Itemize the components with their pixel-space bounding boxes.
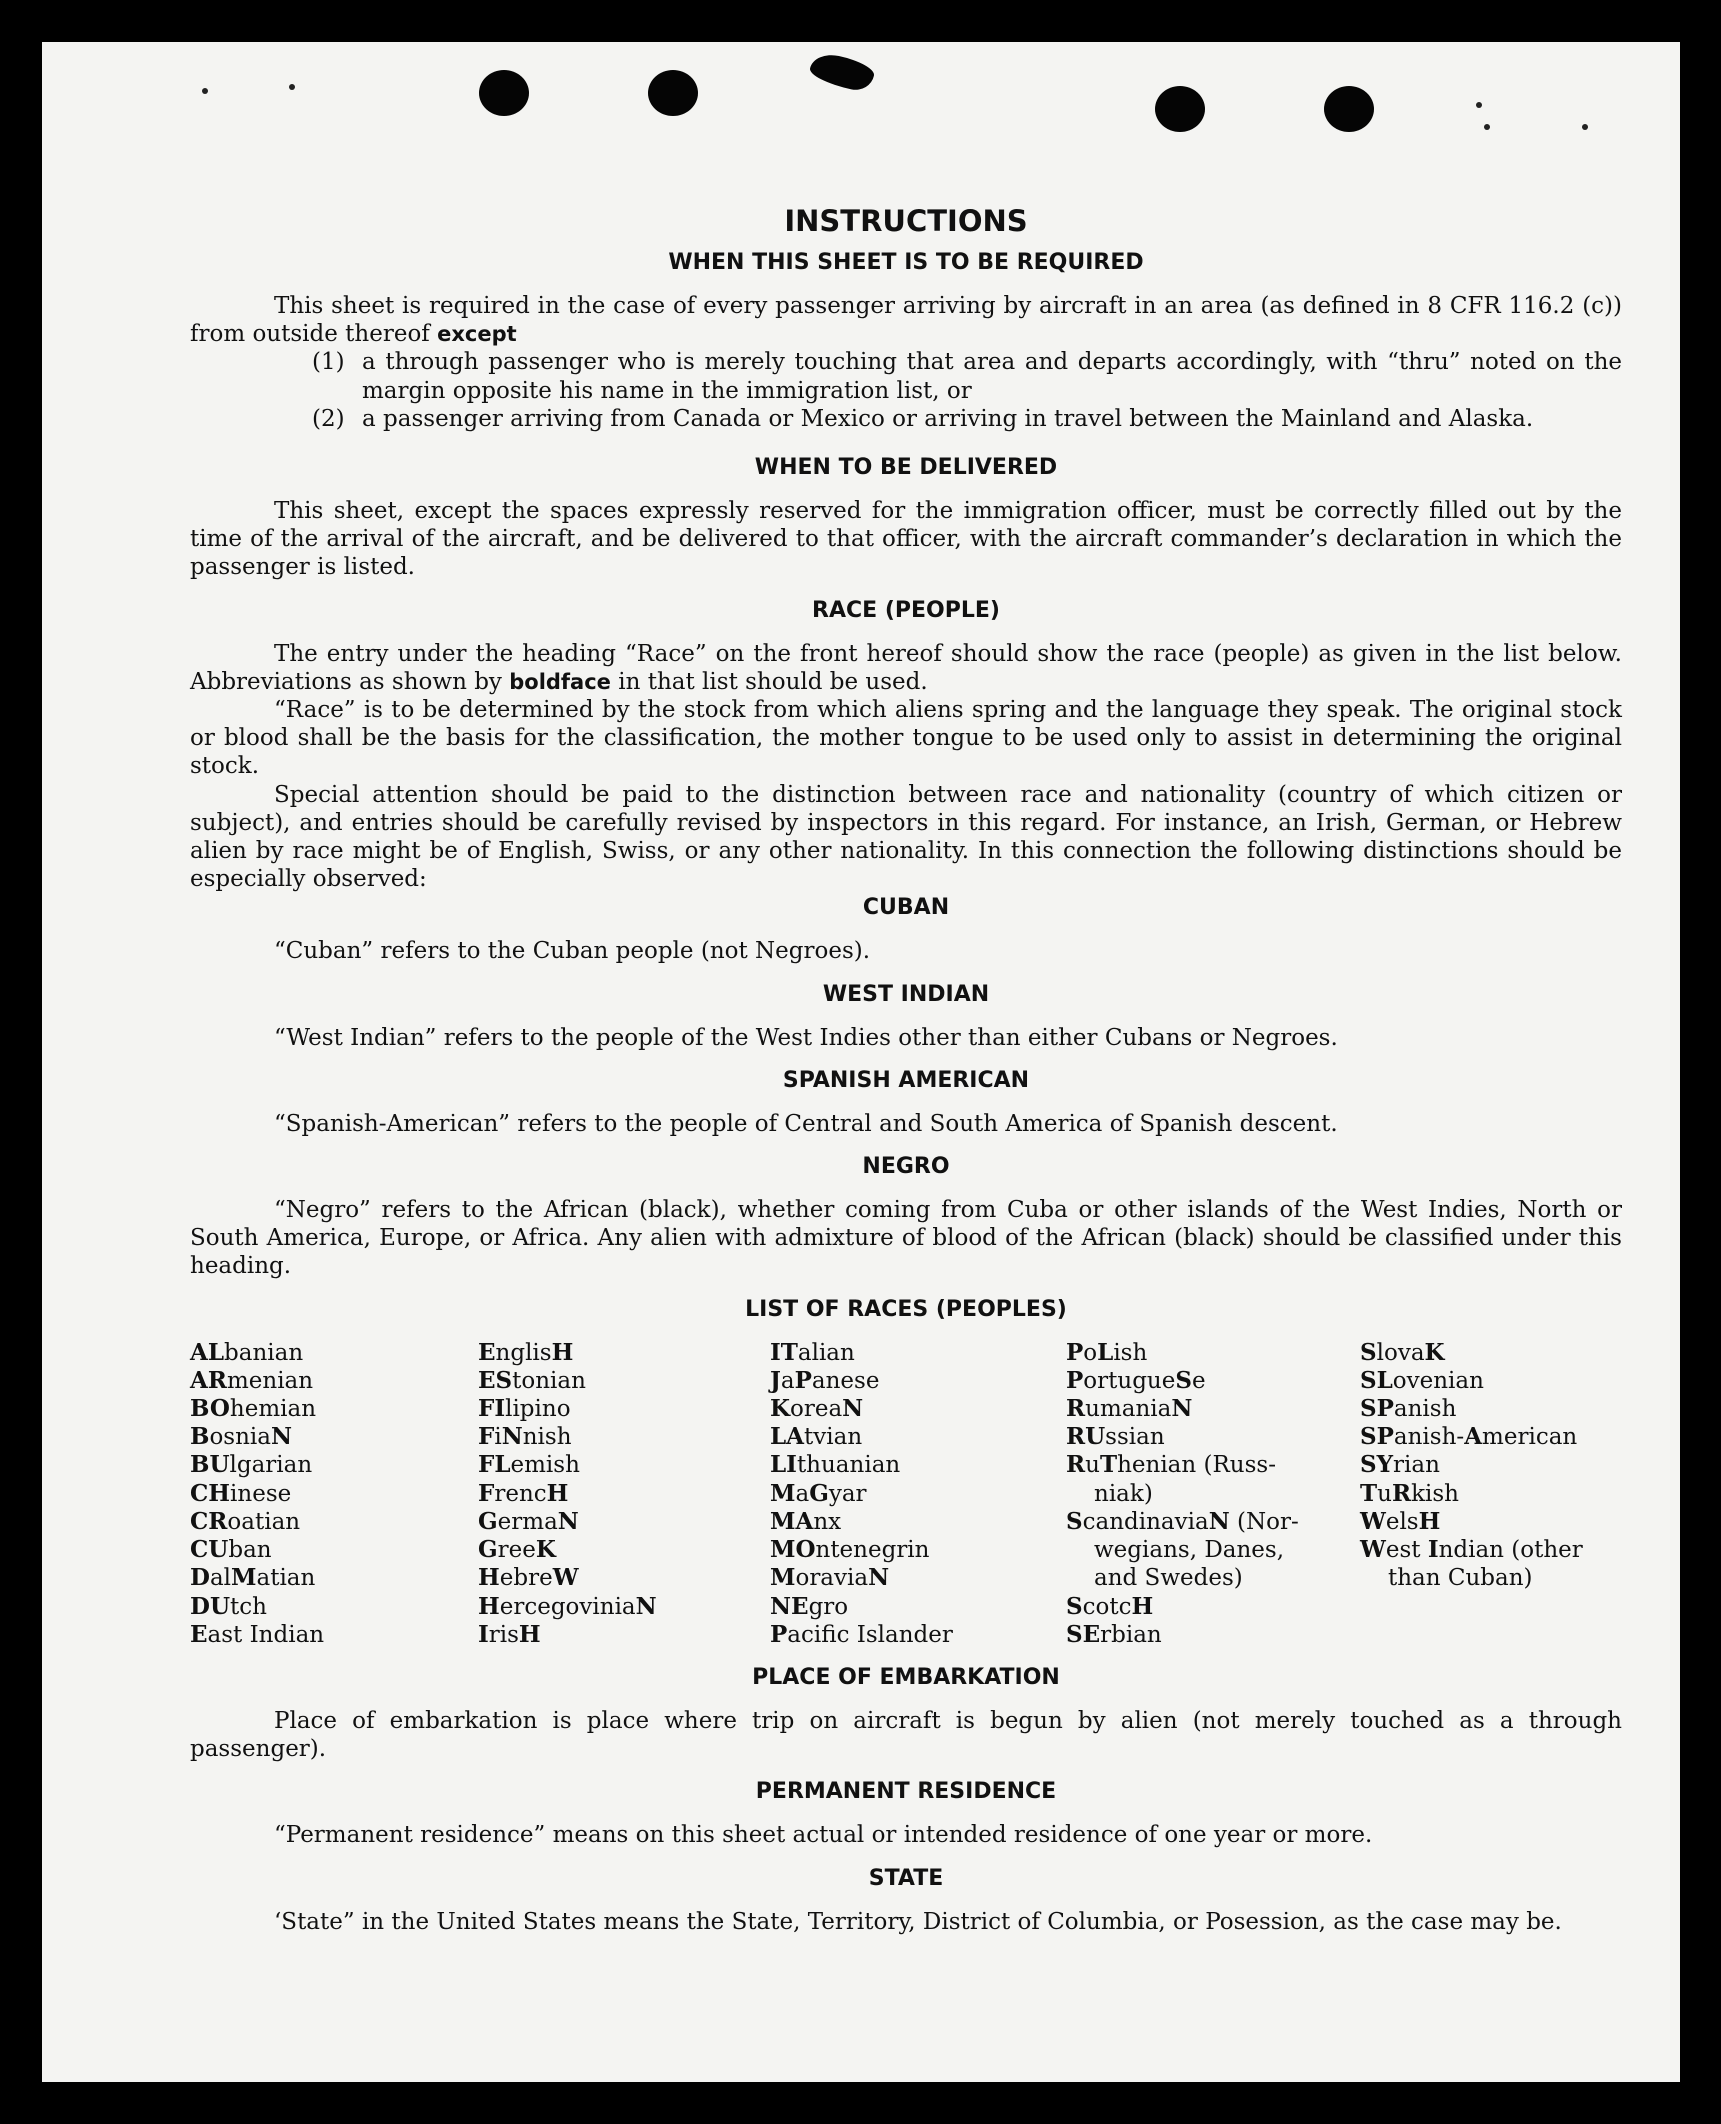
race-paragraph-2: “Race” is to be determined by the stock from which aliens spring and the language they speak. The original stock or blood shall be the basis for the classification, the mother tongue to be used only to assist in determining the original stock. — [190, 697, 1622, 780]
heading-spanish-american: SPANISH AMERICAN — [782, 1067, 1030, 1093]
list-item: (2) a passenger arriving from Canada or Mexico or arriving in travel between the Mainland and Alaska. — [312, 405, 1534, 432]
race-entry: CHinese — [190, 1479, 292, 1507]
heading-delivered: WHEN TO BE DELIVERED — [754, 455, 1058, 481]
race-entry: IrisH — [478, 1620, 541, 1648]
race-entry: JaPanese — [770, 1366, 880, 1394]
required-intro: This sheet is required in the case of every passenger arriving by aircraft in an area (as defined in 8 CFR 116.2 (c)) from outside thereof except — [190, 293, 1622, 348]
race-entry: WelsH — [1360, 1507, 1441, 1535]
heading-west-indian: WEST INDIAN — [822, 981, 990, 1007]
speck — [1476, 102, 1482, 108]
speck — [1484, 124, 1490, 130]
race-entry: DalMatian — [190, 1564, 316, 1592]
page-title: INSTRUCTIONS — [784, 204, 1028, 238]
heading-races-list: LIST OF RACES (PEOPLES) — [745, 1296, 1067, 1322]
speck — [202, 88, 208, 94]
race-entry: MoraviaN — [770, 1564, 890, 1592]
races-column — [478, 1339, 770, 1649]
races-column — [1360, 1339, 1620, 1649]
race-entry: BUlgarian — [190, 1451, 313, 1479]
negro-text: “Negro” refers to the African (black), whether coming from Cuba or other islands of the West Indies, North or South America, Europe, or Africa. Any alien with admixture of blood of the African (black) should be classified under this heading. — [190, 1197, 1622, 1280]
race-entry: GreeK — [478, 1536, 556, 1564]
punch-hole — [1324, 86, 1374, 132]
race-entry: FIlipino — [478, 1395, 571, 1423]
punch-hole — [648, 70, 698, 116]
race-entry: BosniaN — [190, 1423, 293, 1451]
race-entry: NEgro — [770, 1592, 849, 1620]
race-entry: EStonian — [478, 1366, 586, 1394]
spanish-american-text: “Spanish-American” refers to the people of Central and South America of Spanish descent. — [274, 1110, 1338, 1137]
races-list — [190, 1339, 1622, 1649]
race-entry: SPanish-American — [1360, 1423, 1578, 1451]
race-entry: MOntenegrin — [770, 1536, 930, 1564]
races-column — [770, 1339, 1066, 1649]
heading-negro: NEGRO — [862, 1154, 950, 1180]
west-indian-text: “West Indian” refers to the people of the West Indies other than either Cubans or Negroes. — [274, 1024, 1338, 1051]
race-entry: EnglisH — [478, 1338, 574, 1366]
race-paragraph-3: Special attention should be paid to the distinction between race and nationality (country of which citizen or subject), and entries should be carefully revised by inspectors in this regard. For instance, an Irish, German, or Hebrew alien by race might be of English, Swiss, or any other nationality. In this connection the following distinctions should be especially observed: — [190, 781, 1622, 893]
race-paragraph-1: The entry under the heading “Race” on the front hereof should show the race (people) as given in the list below. Abbreviations as shown by boldface in that list should be used. — [190, 640, 1622, 695]
race-entry: ScotcH — [1066, 1592, 1154, 1620]
race-entry: SlovaK — [1360, 1338, 1445, 1366]
races-column — [190, 1339, 478, 1649]
heading-required: WHEN THIS SHEET IS TO BE REQUIRED — [668, 250, 1144, 275]
instructions-content — [190, 202, 1622, 1936]
race-entry: HercegoviniaN — [478, 1592, 657, 1620]
race-entry-continuation: niak) — [1094, 1480, 1153, 1507]
race-entry: RumaniaN — [1066, 1395, 1193, 1423]
residence-text: “Permanent residence” means on this sheet actual or intended residence of one year or more. — [274, 1822, 1373, 1849]
list-item: (1) a through passenger who is merely touching that area and departs accordingly, with “thru” noted on the margin opposite his name in the immigration list, or — [312, 349, 1622, 404]
race-entry: TuRkish — [1360, 1479, 1459, 1507]
race-entry: ITalian — [770, 1338, 855, 1366]
embarkation-text: Place of embarkation is place where trip on aircraft is begun by alien (not merely touched as a through passenger). — [190, 1707, 1622, 1763]
race-entry: SErbian — [1066, 1620, 1162, 1648]
race-entry: ALbanian — [190, 1338, 304, 1366]
race-entry: FiNnish — [478, 1423, 572, 1451]
race-entry: PortugueSe — [1066, 1366, 1206, 1394]
race-entry: RuThenian (Russ- — [1066, 1451, 1276, 1479]
race-entry: LAtvian — [770, 1423, 863, 1451]
race-entry: PoLish — [1066, 1338, 1148, 1366]
heading-embarkation: PLACE OF EMBARKATION — [752, 1664, 1060, 1690]
race-entry: HebreW — [478, 1564, 579, 1592]
race-entry: West Indian (other — [1360, 1536, 1583, 1564]
race-entry: ScandinaviaN (Nor- — [1066, 1507, 1299, 1535]
race-entry-continuation: wegians, Danes, — [1094, 1537, 1285, 1564]
punch-hole — [479, 70, 529, 116]
speck — [1582, 124, 1588, 130]
race-entry: ARmenian — [190, 1366, 314, 1394]
race-entry: MaGyar — [770, 1479, 867, 1507]
heading-race: RACE (PEOPLE) — [812, 597, 1000, 623]
race-entry: RUssian — [1066, 1423, 1165, 1451]
race-entry: LIthuanian — [770, 1451, 901, 1479]
race-entry-continuation: than Cuban) — [1388, 1565, 1533, 1592]
race-entry: SPanish — [1360, 1395, 1457, 1423]
state-text: ‘State” in the United States means the State, Territory, District of Columbia, or Posession, as the case may be. — [274, 1908, 1562, 1935]
race-entry: MAnx — [770, 1507, 842, 1535]
heading-residence: PERMANENT RESIDENCE — [755, 1779, 1057, 1805]
race-entry-continuation: and Swedes) — [1094, 1565, 1243, 1592]
race-entry: KoreaN — [770, 1395, 864, 1423]
cuban-text: “Cuban” refers to the Cuban people (not Negroes). — [274, 938, 871, 965]
heading-cuban: CUBAN — [862, 895, 950, 921]
race-entry: SLovenian — [1360, 1366, 1484, 1394]
race-entry: CUban — [190, 1536, 272, 1564]
races-column — [1066, 1339, 1360, 1649]
race-entry: SYrian — [1360, 1451, 1440, 1479]
race-entry: GermaN — [478, 1507, 579, 1535]
document-page — [42, 42, 1680, 2082]
race-entry: BOhemian — [190, 1395, 317, 1423]
race-entry: FLemish — [478, 1451, 580, 1479]
race-entry: Pacific Islander — [770, 1620, 953, 1648]
race-entry: CRoatian — [190, 1507, 301, 1535]
race-entry: FrencH — [478, 1479, 569, 1507]
race-entry: East Indian — [190, 1620, 325, 1648]
punch-hole — [1155, 86, 1205, 132]
race-entry: DUtch — [190, 1592, 267, 1620]
delivered-text: This sheet, except the spaces expressly reserved for the immigration officer, must be correctly filled out by the time of the arrival of the aircraft, and be delivered to that officer, with the aircraft commander’s declaration in which the passenger is listed. — [190, 498, 1622, 581]
speck — [289, 84, 295, 90]
paper-tear — [808, 51, 877, 94]
heading-state: STATE — [868, 1865, 944, 1891]
